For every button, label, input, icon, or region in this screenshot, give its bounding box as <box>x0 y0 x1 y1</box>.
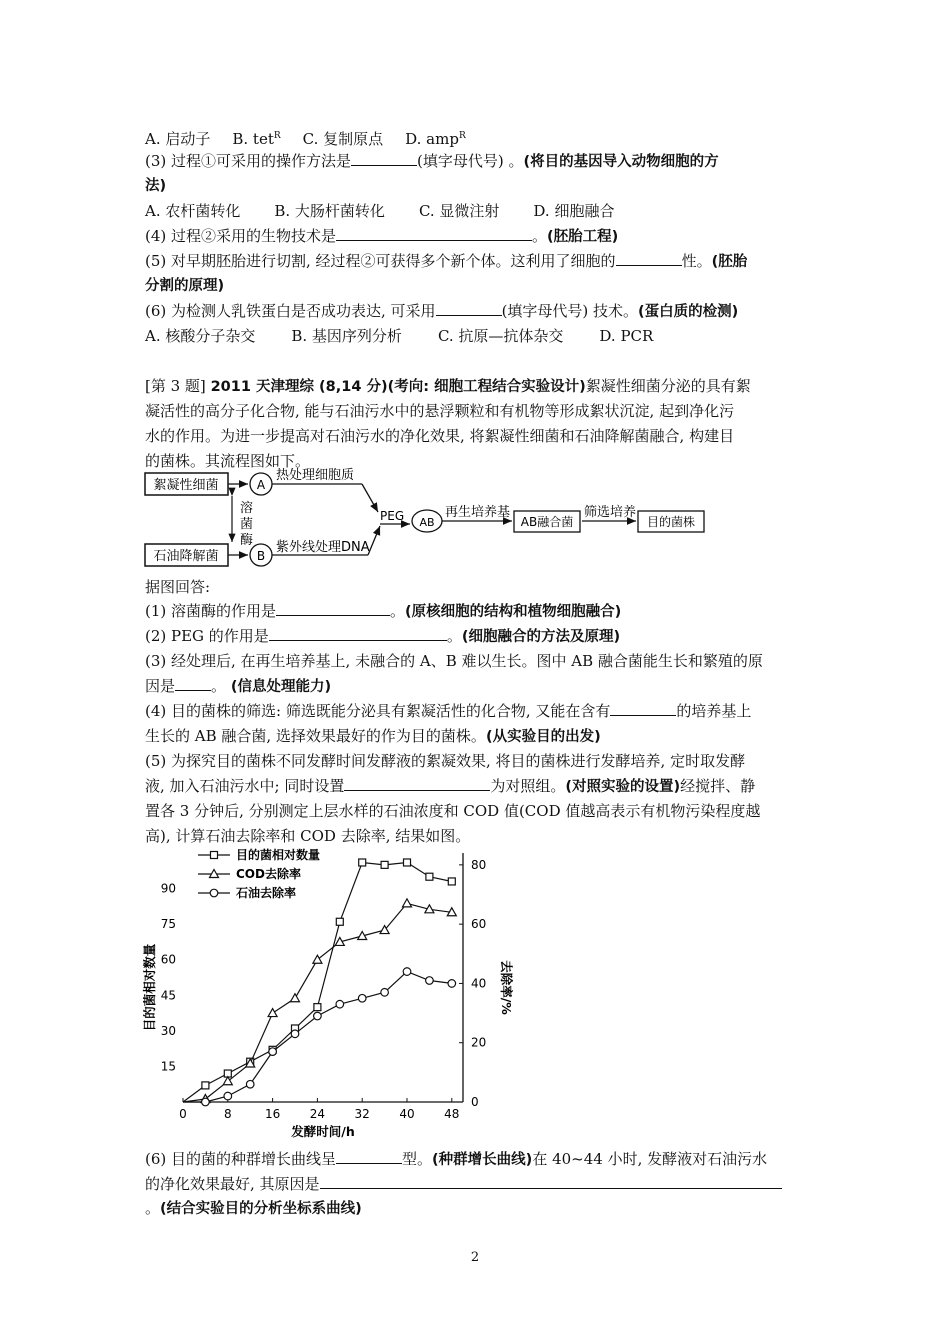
x-tick-label: 8 <box>223 1107 232 1121</box>
data-point-circle <box>224 1092 232 1100</box>
answer-blank[interactable] <box>344 776 490 791</box>
q3-sub2: (2) PEG 的作用是 。(细胞融合的方法及原理) <box>145 627 621 645</box>
svg-text:AB: AB <box>419 516 435 529</box>
y-left-axis-label: 目的菌相对数量 <box>142 943 157 1032</box>
data-point-circle <box>291 1030 299 1038</box>
series-line-2 <box>183 972 452 1102</box>
data-point-circle <box>426 977 434 985</box>
data-point-square <box>314 1004 321 1011</box>
y-left-tick-label: 45 <box>160 988 176 1003</box>
data-point-circle <box>246 1080 254 1088</box>
data-point-square <box>381 861 388 868</box>
x-tick-label: 48 <box>444 1107 460 1121</box>
answer-blank[interactable] <box>269 626 447 641</box>
data-point-circle <box>358 994 366 1002</box>
answer-blank[interactable] <box>276 601 390 616</box>
q3-sub4-cont: 生长的 AB 融合菌, 选择效果最好的作为目的菌株。(从实验目的出发) <box>145 727 601 745</box>
answer-blank[interactable] <box>175 676 211 691</box>
y-left-tick-label: 15 <box>160 1059 176 1074</box>
y-right-tick-label: 20 <box>471 1035 487 1050</box>
legend-label: 石油去除率 <box>236 886 297 900</box>
data-point-square <box>404 859 411 866</box>
legend-marker-circle <box>210 889 218 897</box>
y-left-tick-label: 90 <box>160 881 176 896</box>
box1-label: 絮凝性细菌 <box>153 478 219 493</box>
q2-sub5: (5) 对早期胚胎进行切割, 经过程②可获得多个新个体。这利用了细胞的 性。(胚胎 <box>145 252 748 270</box>
data-point-triangle <box>403 899 412 907</box>
y-left-tick-label: 30 <box>160 1023 176 1038</box>
q3-sub6-end: 。(结合实验目的分析坐标系曲线) <box>145 1199 362 1217</box>
screen-label: 筛选培养 <box>584 505 637 520</box>
x-tick-label: 40 <box>399 1107 415 1121</box>
legend-marker-square <box>211 852 218 859</box>
x-tick-label: 32 <box>354 1107 370 1121</box>
answer-blank[interactable] <box>616 251 682 266</box>
flow-diagram <box>140 468 720 578</box>
answer-blank[interactable] <box>320 1174 782 1189</box>
y-left-tick-label: 60 <box>160 952 176 967</box>
data-point-square <box>336 918 343 925</box>
q3-sub4: (4) 目的菌株的筛选: 筛选既能分泌具有絮凝活性的化合物, 又能在含有 的培养基上 <box>145 702 752 720</box>
q3-sub6-cont: 的净化效果最好, 其原因是 <box>145 1174 782 1194</box>
y-right-tick-label: 60 <box>471 917 487 932</box>
answer-blank[interactable] <box>351 151 417 166</box>
y-right-tick-label: 80 <box>471 857 487 872</box>
answer-blank[interactable] <box>336 226 532 241</box>
data-point-circle <box>448 980 456 988</box>
options-row-c: A. 核酸分子杂交 B. 基因序列分析 C. 抗原—抗体杂交 D. PCR <box>145 327 654 345</box>
data-point-square <box>426 873 433 880</box>
page-number: 2 <box>470 1250 480 1265</box>
data-point-circle <box>269 1048 277 1056</box>
data-point-circle <box>336 1000 344 1008</box>
enzyme-char-3: 酶 <box>240 533 254 548</box>
data-point-square <box>448 878 455 885</box>
q3-sub3: 因是 。 (信息处理能力) <box>145 677 332 695</box>
y-right-tick-label: 40 <box>471 976 487 991</box>
data-point-circle <box>314 1012 322 1020</box>
svg-text:A: A <box>256 478 266 492</box>
q3-sub5: 液, 加入石油污水中; 同时设置 为对照组。(对照实验的设置)经搅拌、静 <box>145 777 756 795</box>
document-page: A. 启动子 B. tet$^R$ C. 复制原点 D. amp$^R$ (3) 过程①可采用的操作方法是 (填字母代号) 。(将目的基因导入动物细胞的方 法) A. 农杆菌转化 B. 大肠杆菌转化 C. 显微注射 D. 细胞融合 (4) 过程②采用的生物技术是 。(胚胎工程) (5) 对早期胚胎进行切割, 经过程②可获得多个新个体。这利用了细胞的 性。(胚胎 分割的原理) (6) 为检测人乳铁蛋白是否成功表达, 可采用 (填字母代号) 技术。(蛋白质的检测) A. 核酸分子杂交 B. 基因序列分析 C. 抗原—抗体杂交 D. PCR [第 3 题] 2011 天津理综 (8,14 分)(考向: 细胞工程结合实验设计)絮凝性细菌分泌的具有絮 凝活性的高分子化合物, 能与石油污水中的悬浮颗粒和有机物等形成絮状沉淀, 起到净化污 水的作用。为进一步提高对石油污水的净化效果, 将絮凝性细菌和石油降解菌融合, 构建目 的菌株。其流程图如下。 絮凝性细菌 石油降解菌 溶 菌 酶 A B 热处理细胞质 紫外线处理DNA PEG AB 再生培养基 AB融合菌 筛选培养 目的菌株 据图回答: (1) 溶菌酶的作用是 。(原核细胞的结构和植物细胞融合) (2) PEG 的作用是 。(细胞融合的方法及原理) (3) 经处理后, 在再生培养基上, 未融合的 A、B 难以生长。图中 AB 融合菌能生长和繁殖的原 因是 。 (信息处理能力) (4) 目的菌株的筛选: 筛选既能分泌具有絮凝活性的化合物, 又能在含有 的培养基上 生长的 AB 融合菌, 选择效果最好的作为目的菌株。(从实验目的出发) (5) 为探究目的菌株不同发酵时间发酵液的絮凝效果, 将目的菌株进行发酵培养, 定时取发酵 液, 加入石油污水中; 同时设置 为对照组。(对照实验的设置)经搅拌、静 置各 3 分钟后, 分别测定上层水样的石油浓度和 COD 值(COD 值越高表示有机物污染程度越 高), 计算石油去除率和 COD 去除率, 结果如图。 15 30 45 60 75 90 0 20 40 60 80 0 8 16 24 32 40 48 发酵时间/h 目的菌相对数量 去除率/% 目的菌相对数量 COD去除率 石油去除率 (6) 目的菌的种群增长曲线呈 型。(种群增长曲线)在 40~44 小时, 发酵液对石油污水 的净化效果最好, 其原因是 。(结合实验目的分析坐标系曲线) 2 <box>0 0 950 1344</box>
x-tick-label: 0 <box>179 1107 187 1121</box>
y-right-tick-label: 0 <box>471 1095 479 1109</box>
data-point-circle <box>403 968 411 976</box>
y-right-axis-label: 去除率/% <box>499 960 514 1015</box>
legend-label: 目的菌相对数量 <box>236 848 321 862</box>
q2-sub4: (4) 过程②采用的生物技术是 。(胚胎工程) <box>145 227 619 245</box>
y-left-tick-label: 75 <box>160 917 176 932</box>
q2-sub6: (6) 为检测人乳铁蛋白是否成功表达, 可采用 (填字母代号) 技术。(蛋白质的检测) <box>145 302 739 320</box>
q3-header: [第 3 题] 2011 天津理综 (8,14 分)(考向: 细胞工程结合实验设计)絮凝性细菌分泌的具有絮 <box>145 377 751 395</box>
x-tick-label: 24 <box>309 1107 326 1121</box>
series-line-1 <box>183 903 452 1102</box>
data-point-triangle <box>268 1009 277 1017</box>
x-tick-label: 16 <box>264 1107 281 1121</box>
x-axis-label: 发酵时间/h <box>291 1124 355 1139</box>
data-point-triangle <box>223 1077 232 1085</box>
data-point-square <box>359 859 366 866</box>
data-point-square <box>202 1082 209 1089</box>
svg-text:B: B <box>256 549 266 563</box>
fermentation-chart <box>140 843 514 1143</box>
data-point-circle <box>381 989 389 997</box>
q2-sub3: (3) 过程①可采用的操作方法是 (填字母代号) 。(将目的基因导入动物细胞的方 <box>145 152 719 170</box>
medium-label: 再生培养基 <box>445 505 511 520</box>
peg-label: PEG <box>380 509 405 523</box>
data-point-triangle <box>291 994 300 1002</box>
options-row-b: A. 农杆菌转化 B. 大肠杆菌转化 C. 显微注射 D. 细胞融合 <box>145 202 615 220</box>
box2-label: 石油降解菌 <box>153 549 219 564</box>
enzyme-char-1: 溶 <box>240 501 254 516</box>
step-a-label: 热处理细胞质 <box>276 468 355 483</box>
svg-text:AB融合菌: AB融合菌 <box>520 515 574 529</box>
answer-blank[interactable] <box>336 1149 402 1164</box>
series-line-0 <box>183 863 452 1103</box>
answer-blank[interactable] <box>610 701 676 716</box>
legend-label: COD去除率 <box>236 867 301 881</box>
options-row-a: A. 启动子 B. tet$^R$ C. 复制原点 D. amp$^R$ <box>145 130 466 148</box>
data-point-triangle <box>313 955 322 963</box>
q3-sub6: (6) 目的菌的种群增长曲线呈 型。(种群增长曲线)在 40~44 小时, 发酵液对石油污水 <box>145 1150 768 1168</box>
step-b-label: 紫外线处理DNA <box>276 540 370 555</box>
answer-blank[interactable] <box>436 301 502 316</box>
svg-text:目的菌株: 目的菌株 <box>646 515 696 529</box>
data-point-circle <box>202 1098 210 1106</box>
enzyme-char-2: 菌 <box>240 517 254 532</box>
q3-sub1: (1) 溶菌酶的作用是 。(原核细胞的结构和植物细胞融合) <box>145 602 622 620</box>
